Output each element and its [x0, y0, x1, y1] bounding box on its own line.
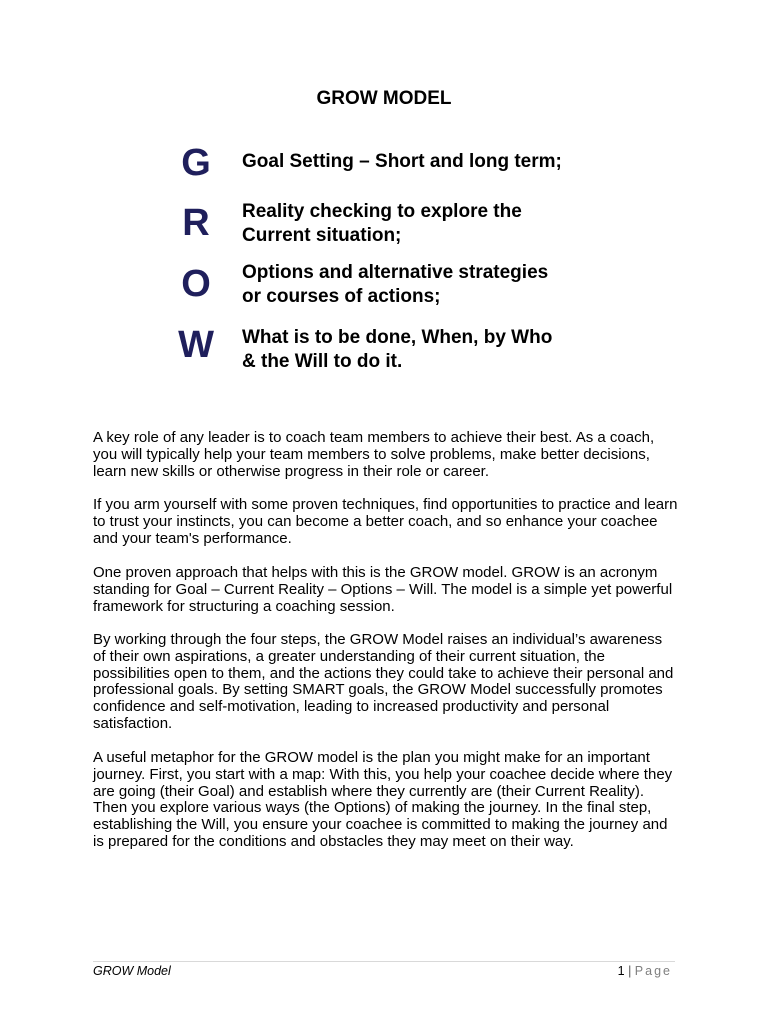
grow-options-line2: or courses of actions;	[242, 286, 441, 307]
paragraph-proven-techniques: If you arm yourself with some proven techniques, find opportunities to practice and learn to trust your instincts, you can become a better coach, and so enhance your coachee and your team's performance.	[93, 496, 678, 547]
grow-will-line2: & the Will to do it.	[242, 351, 403, 372]
footer-page-label: Page	[634, 964, 672, 978]
footer-page-indicator	[618, 964, 672, 978]
document-title: GROW MODEL	[316, 88, 452, 109]
grow-letter-o: O	[181, 263, 211, 305]
grow-options-line1: Options and alternative strategies	[242, 262, 549, 283]
grow-reality-line1: Reality checking to explore the	[242, 201, 522, 222]
grow-goal-description	[242, 150, 662, 174]
footer-page-number: 1	[617, 964, 625, 978]
grow-reality-line2: Current situation;	[242, 225, 402, 246]
footer-divider	[93, 961, 675, 962]
grow-will-line1: What is to be done, When, by Who	[242, 327, 553, 348]
grow-letter-w: W	[178, 324, 214, 366]
footer-separator: |	[628, 964, 632, 978]
grow-goal-line1: Goal Setting – Short and long term;	[242, 151, 562, 172]
paragraph-leader-role: A key role of any leader is to coach team members to achieve their best. As a coach, you will typically help your team members to solve problems, make better decisions, learn new skills or otherwise progress in their role or career.	[93, 429, 655, 480]
footer-document-name: GROW Model	[93, 964, 171, 978]
grow-letter-r: R	[182, 202, 210, 244]
grow-letter-g: G	[181, 142, 211, 184]
grow-reality-description	[242, 200, 662, 248]
paragraph-journey-metaphor: A useful metaphor for the GROW model is the plan you might make for an important journey. First, you start with a map: With this, you help your coachee decide where they are going (their Goal) and establish where they currently are (their Current Reality). Then you explore various ways (the Options) of making the journey. In the final step, establishing the Will, you ensure your coachee is committed to making the journey and is prepared for the conditions and obstacles they may meet on their way.	[93, 749, 673, 850]
grow-options-description	[242, 261, 662, 309]
paragraph-four-steps: By working through the four steps, the GROW Model raises an individual’s awareness of their own aspirations, a greater understanding of their current situation, the possibilities open to them, and the actions they could take to achieve their personal and professional goals. By setting SMART goals, the GROW Model successfully promotes confidence and self-motivation, leading to increased productivity and personal satisfaction.	[93, 631, 674, 732]
paragraph-grow-approach: One proven approach that helps with this is the GROW model. GROW is an acronym standing for Goal – Current Reality – Options – Will. The model is a simple yet powerful framework for structuring a coaching session.	[93, 564, 673, 615]
grow-will-description	[242, 326, 662, 374]
